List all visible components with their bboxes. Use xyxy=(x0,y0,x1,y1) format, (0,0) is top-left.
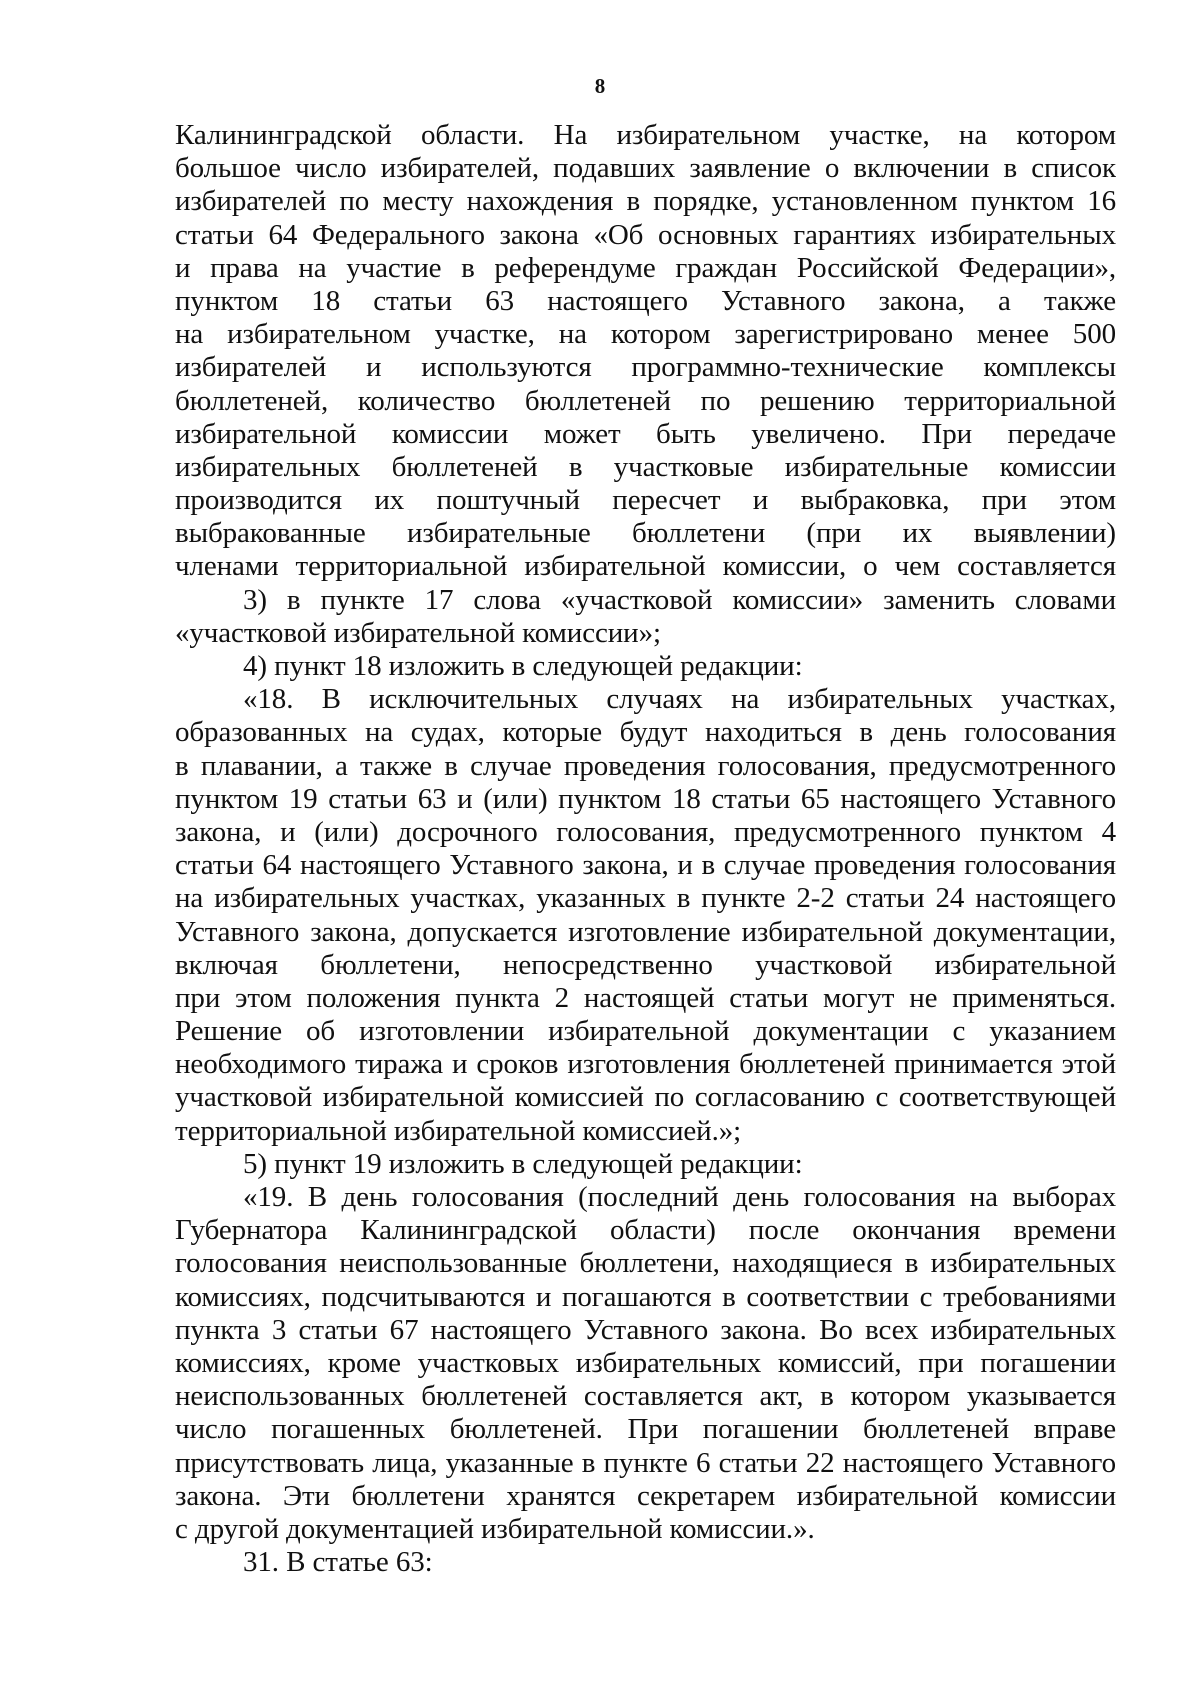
text-line: закона, и (или) досрочного голосования, предусмотренного пунктом 4 xyxy=(175,815,1116,848)
text-line: членами территориальной избирательной комиссии, о чем составляется xyxy=(175,550,1116,583)
text-line: закона. Эти бюллетени хранятся секретарем избирательной комиссии xyxy=(175,1479,1116,1512)
text-line: избирательных бюллетеней в участковые избирательные комиссии xyxy=(175,450,1116,483)
text-line: пунктом 19 статьи 63 и (или) пунктом 18 статьи 65 настоящего Уставного xyxy=(175,782,1116,815)
text-line: «участковой избирательной комиссии»; xyxy=(175,616,661,649)
text-line: Решение об изготовлении избирательной документации с указанием xyxy=(175,1015,1116,1048)
text-line: 4) пункт 18 изложить в следующей редакции: xyxy=(243,650,803,682)
text-line: «18. В исключительных случаях на избирательных участках, xyxy=(243,683,1116,716)
text-line: голосования неиспользованные бюллетени, находящиеся в избирательных xyxy=(175,1247,1116,1280)
text-line: образованных на судах, которые будут находиться в день голосования xyxy=(175,716,1116,749)
text-line: производится их поштучный пересчет и выбраковка, при этом xyxy=(175,484,1116,517)
text-line: 31. В статье 63: xyxy=(243,1546,433,1579)
text-line: включая бюллетени, непосредственно участковой избирательной xyxy=(175,948,1116,981)
text-line: территориальной избирательной комиссией.»; xyxy=(175,1114,742,1147)
text-line: 3) в пункте 17 слова «участковой комиссии» заменить словами xyxy=(243,583,1116,616)
text-line: участковой избирательной комиссией по согласованию с соответствующей xyxy=(175,1081,1116,1114)
text-line: необходимого тиража и сроков изготовления бюллетеней принимается этой xyxy=(175,1048,1116,1081)
page-number: 8 xyxy=(594,74,606,98)
document-body xyxy=(175,118,1116,1578)
text-line: комиссиях, подсчитываются и погашаются в соответствии с требованиями xyxy=(175,1280,1116,1313)
text-line: статьи 64 настоящего Уставного закона, и в случае проведения голосования xyxy=(175,849,1116,882)
text-line: присутствовать лица, указанные в пункте 6 статьи 22 настоящего Уставного xyxy=(175,1446,1116,1479)
text-line: Уставного закона, допускается изготовление избирательной документации, xyxy=(175,915,1116,948)
text-line: комиссиях, кроме участковых избирательных комиссий, при погашении xyxy=(175,1346,1116,1379)
text-line: неиспользованных бюллетеней составляется акт, в котором указывается xyxy=(175,1380,1116,1413)
text-line: на избирательных участках, указанных в пункте 2-2 статьи 24 настоящего xyxy=(175,882,1116,915)
text-line: выбракованные избирательные бюллетени (при их выявлении) xyxy=(175,517,1116,550)
text-line: пункта 3 статьи 67 настоящего Уставного закона. Во всех избирательных xyxy=(175,1313,1116,1346)
text-line: избирателей и используются программно-технические комплексы xyxy=(175,351,1116,384)
text-line: избирательной комиссии может быть увеличено. При передаче xyxy=(175,417,1116,450)
text-line: пунктом 18 статьи 63 настоящего Уставного закона, а также xyxy=(175,284,1116,317)
text-line: статьи 64 Федерального закона «Об основных гарантиях избирательных xyxy=(175,218,1116,251)
text-line: и права на участие в референдуме граждан Российской Федерации», xyxy=(175,251,1116,284)
text-line: число погашенных бюллетеней. При погашении бюллетеней вправе xyxy=(175,1413,1116,1446)
text-line: большое число избирателей, подавших заявление о включении в список xyxy=(175,152,1116,185)
text-line: при этом положения пункта 2 настоящей статьи могут не применяться. xyxy=(175,981,1116,1014)
text-line: «19. В день голосования (последний день голосования на выборах xyxy=(243,1181,1116,1213)
text-line: с другой документацией избирательной комиссии.». xyxy=(175,1512,815,1545)
text-line: Губернатора Калининградской области) после окончания времени xyxy=(175,1214,1116,1247)
text-line: 5) пункт 19 изложить в следующей редакции: xyxy=(243,1147,803,1180)
text-line: в плавании, а также в случае проведения голосования, предусмотренного xyxy=(175,749,1116,782)
text-line: бюллетеней, количество бюллетеней по решению территориальной xyxy=(175,384,1116,417)
text-line: Калининградской области. На избирательном участке, на котором xyxy=(175,119,1116,151)
text-line: на избирательном участке, на котором зарегистрировано менее 500 xyxy=(175,318,1116,351)
text-line: избирателей по месту нахождения в порядке, установленном пунктом 16 xyxy=(175,185,1116,218)
